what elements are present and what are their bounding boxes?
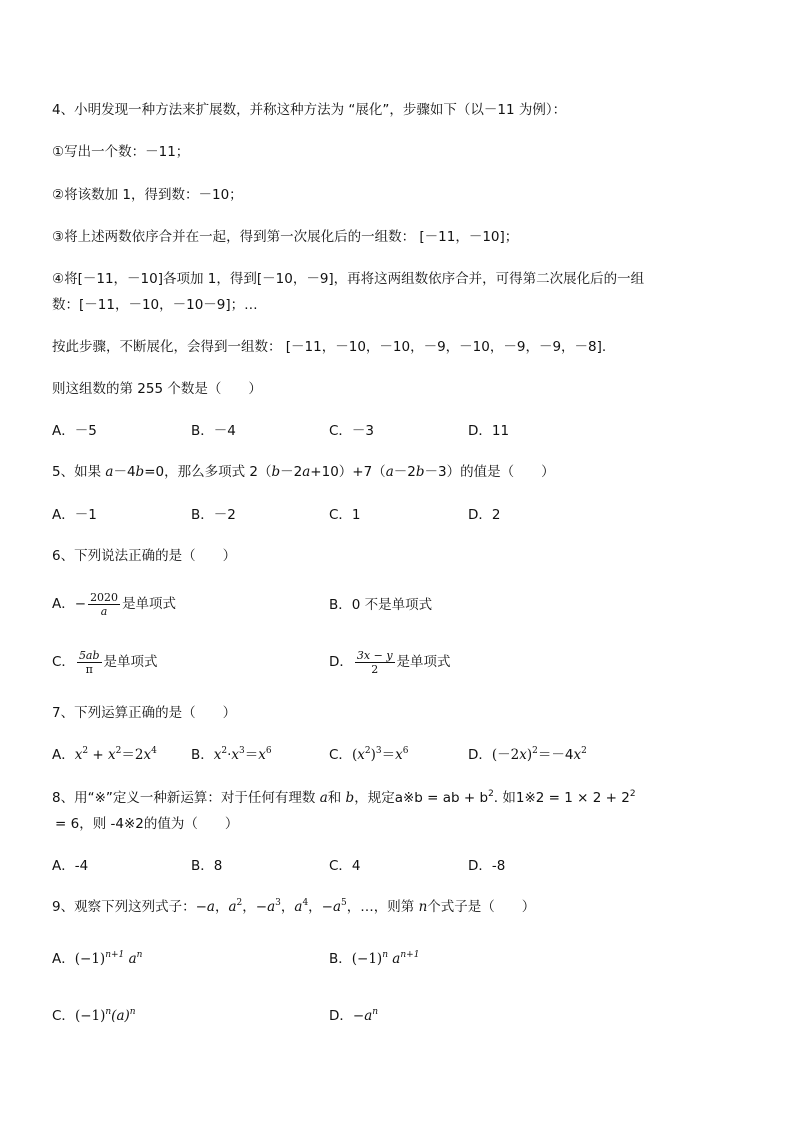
q8-option-a[interactable]: A．-4 <box>52 858 89 874</box>
q4-option-d[interactable]: D．11 <box>468 423 510 439</box>
q5-option-b[interactable]: B．－2 <box>191 507 236 523</box>
q5-stem: 5、如果 a－4b=0，那么多项式 2（b－2a+10）+7（a－2b－3）的值是（ ） <box>52 464 555 480</box>
q5-option-c[interactable]: C．1 <box>329 507 361 523</box>
q4-step1: ①写出一个数：－11； <box>52 144 190 160</box>
q6-option-d[interactable]: D． $\frac{3x - y}{2}$ 是单项式 <box>329 648 451 676</box>
q7-option-a[interactable]: A．$x^2 + x^2=2x^4$ <box>52 746 157 763</box>
q8-option-d[interactable]: D．-8 <box>468 858 506 874</box>
q6-a-fraction: $\frac{2020}{a}$ <box>90 590 119 618</box>
q5-option-a[interactable]: A．－1 <box>52 507 97 523</box>
q8-stem-line2: = 6，则 -4※2的值为（ ） <box>55 816 239 832</box>
q8-option-b[interactable]: B．8 <box>191 858 223 874</box>
q8-option-c[interactable]: C．4 <box>329 858 361 874</box>
q4-option-c[interactable]: C．－3 <box>329 423 375 439</box>
q6-option-a[interactable]: A．− $\frac{2020}{a}$ 是单项式 <box>52 590 177 618</box>
q4-option-a[interactable]: A．－5 <box>52 423 97 439</box>
q6-option-c[interactable]: C． $\frac{5ab}{\pi}$ 是单项式 <box>52 648 158 676</box>
q9-stem: 9、观察下列这列式子：−a，$a^2$，$-a^3$，$a^4$，$-a^5$，…，则第 n个式子是（ ） <box>52 898 536 915</box>
q6-d-fraction: $\frac{3x - y}{2}$ <box>356 648 393 676</box>
q4-step2: ②将该数加 1，得到数：－10； <box>52 187 243 203</box>
q4-step4-line2: 数：[－11，－10，－10－9]；… <box>52 297 258 313</box>
q9-option-c[interactable]: C．$(-1)^n(a)^n$ <box>52 1007 136 1024</box>
q4-question: 则这组数的第 255 个数是（ ） <box>52 381 262 397</box>
q7-option-d[interactable]: D．$(-2x)^2=-4x^2$ <box>468 746 587 763</box>
q4-continue: 按此步骤，不断展化，会得到一组数： [－11，－10，－10，－9，－10，－9，－9，－8]. <box>52 339 607 355</box>
q4-step4-line1: ④将[－11，－10]各项加 1，得到[－10，－9]，再将这两组数依序合并，可得第二次展化后的一组 <box>52 271 645 287</box>
q9-option-a[interactable]: A．$(-1)^{n+1}$ $a^n$ <box>52 950 143 967</box>
q4-option-b[interactable]: B．－4 <box>191 423 236 439</box>
q7-option-c[interactable]: C．$(x^2)^3=x^6$ <box>329 746 409 763</box>
q6-stem: 6、下列说法正确的是（ ） <box>52 548 237 564</box>
q9-option-b[interactable]: B．$(-1)^n$ $a^{n+1}$ <box>329 950 420 967</box>
q6-option-b[interactable]: B．0 不是单项式 <box>329 597 433 613</box>
q8-stem-line1: 8、用“※”定义一种新运算：对于任何有理数 a和 b，规定a※b = ab + $b^2$. 如1※2 = $1 \times 2 + 2^2$ <box>52 789 636 806</box>
q7-stem: 7、下列运算正确的是（ ） <box>52 705 237 721</box>
q7-option-b[interactable]: B．$x^2\cdot x^3=x^6$ <box>191 746 272 763</box>
q5-option-d[interactable]: D．2 <box>468 507 501 523</box>
q9-option-d[interactable]: D．$-a^n$ <box>329 1007 379 1024</box>
q4-step3: ③将上述两数依序合并在一起，得到第一次展化后的一组数： [－11，－10]； <box>52 229 519 245</box>
q6-c-fraction: $\frac{5ab}{\pi}$ <box>78 648 100 676</box>
q4-stem: 4、小明发现一种方法来扩展数，并称这种方法为 “展化”，步骤如下（以－11 为例）： <box>52 102 567 118</box>
